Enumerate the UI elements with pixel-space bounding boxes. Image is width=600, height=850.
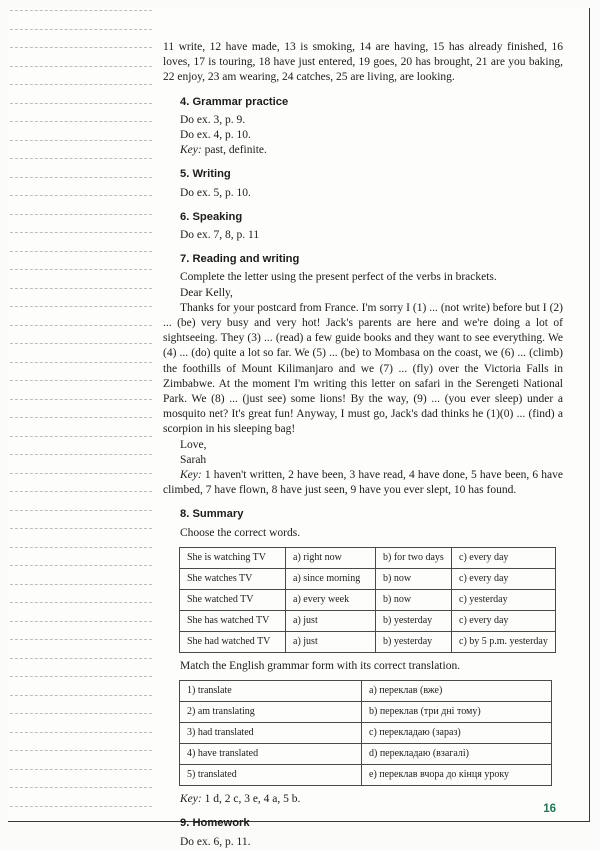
section-title: 4. Grammar practice [180,95,289,108]
task-line: Do ex. 3, p. 9. [180,113,246,126]
letter-signature: Sarah [180,453,207,466]
notebook-margin-lines [10,10,152,817]
key-label: Key: [180,793,202,806]
table-cell: 4) have translated [180,744,362,765]
table-cell: a) переклав (вже) [362,681,552,702]
section-summary [163,507,563,807]
table-cell: b) yesterday [376,610,452,631]
letter-salutation: Dear Kelly, [180,286,233,299]
table-row [180,547,556,568]
table-cell: 5) translated [180,765,362,786]
page-number: 16 [543,803,556,815]
table-cell: a) every week [286,589,376,610]
table-cell: c) every day [452,547,556,568]
table-cell: a) just [286,631,376,652]
key-text: 1 d, 2 c, 3 e, 4 a, 5 b. [204,793,301,806]
table-row [180,723,552,744]
table-cell: 2) am translating [180,702,362,723]
table-cell: c) every day [452,610,556,631]
section-title: 9. Homework [180,817,250,830]
section-speaking [163,210,563,243]
table-row [180,568,556,589]
table-cell: c) перекладаю (зараз) [362,723,552,744]
key-line [163,792,563,807]
table-row [180,765,552,786]
key-line [163,143,563,158]
exercise-answers-text: 11 write, 12 have made, 13 is smoking, 14 are having, 15 has already finished, 16 loves, 17 is touring, 18 have just entered, 19 goes, 20 has brought, 21 are you baking, 22 enjoy, 23 am wearing, 24 catches, 25 are living, are looking. [163,41,563,84]
table-cell: a) right now [286,547,376,568]
task-instruction: Complete the letter using the present perfect of the verbs in brackets. [180,271,497,284]
section-title: 8. Summary [180,508,244,521]
table-cell: b) for two days [376,547,452,568]
section-title: 5. Writing [180,168,231,181]
table-row [180,610,556,631]
section-title: 7. Reading and writing [180,253,300,266]
section-reading-and-writing [163,252,563,498]
table-cell: a) since morning [286,568,376,589]
section-writing [163,167,563,200]
table-cell: She is watching TV [180,547,286,568]
table-cell: 1) translate [180,681,362,702]
table-cell: b) now [376,589,452,610]
page-content [163,40,563,850]
table-row [180,589,556,610]
section-grammar-practice [163,95,563,159]
table-row [180,744,552,765]
table-cell: c) every day [452,568,556,589]
table-cell: She watches TV [180,568,286,589]
table-cell: She watched TV [180,589,286,610]
section-title: 6. Speaking [180,210,243,223]
task-line: Do ex. 6, p. 11. [180,835,251,848]
task-instruction: Choose the correct words. [180,526,301,539]
task-line: Do ex. 7, 8, p. 11 [180,229,260,242]
table-cell: c) by 5 p.m. yesterday [452,631,556,652]
table-cell: b) yesterday [376,631,452,652]
letter-closing: Love, [180,438,207,451]
task-line: Do ex. 5, p. 10. [180,186,251,199]
table-cell: d) перекладаю (взагалі) [362,744,552,765]
key-text: past, definite. [204,144,267,157]
table-row [180,631,556,652]
key-text: 1 haven't written, 2 have been, 3 have read, 4 have done, 5 have been, 6 have climbed, 7 have flown, 8 have just seen, 9 have you ever slept, 10 has found. [163,469,564,497]
table-cell: She has watched TV [180,610,286,631]
section-homework [163,816,563,849]
table-cell: b) переклав (три дні тому) [362,702,552,723]
table-row [180,681,552,702]
table-cell: 3) had translated [180,723,362,744]
task-instruction: Match the English grammar form with its correct translation. [180,659,461,672]
letter-body: Thanks for your postcard from France. I'm sorry I (1) ... (not write) before but I (2) ... (be) very busy and very hot! Jack's parents are here and we're doing a lot of sightseeing. They (3) ... (read) a few guide books and they want to see everything. We (4) ... (do) quite a lot so far. We (5) ... (be) to Mombasa on the coast, we (6) ... (climb) the foothills of Mount Kilimanjaro and we (7) ... (fly) over the Victoria Falls in Zimbabwe. At the moment I'm writing this letter on safari in the Serengeti National Park. We (8) ... (just see) some lions! By the way, (9) ... (you ever sleep) under a mosquito net? It's great fun! Anyway, I must go, Jack's dad thinks he (1)(0) ... (find) a scorpion in his sleeping bag! [163,301,563,436]
key-line [163,468,563,498]
task-line: Do ex. 4, p. 10. [180,129,251,142]
table-row [180,702,552,723]
key-label: Key: [180,144,202,157]
match-translation-table [179,680,552,786]
book-page [8,8,590,848]
choose-correct-words-table [179,547,556,653]
table-cell: She had watched TV [180,631,286,652]
table-cell: c) yesterday [452,589,556,610]
table-cell: a) just [286,610,376,631]
key-label: Key: [180,469,202,482]
table-cell: e) переклав вчора до кінця уроку [362,765,552,786]
table-cell: b) now [376,568,452,589]
